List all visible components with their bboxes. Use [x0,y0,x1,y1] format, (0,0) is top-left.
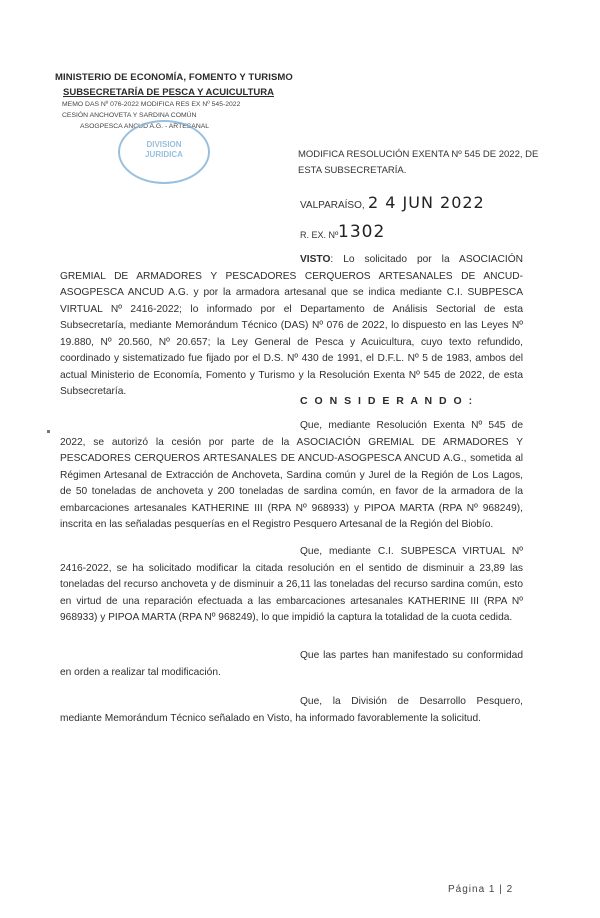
considerando-title: C O N S I D E R A N D O : [300,395,475,407]
cesion-reference-2: ASOGPESCA ANCUD A.G. - ARTESANAL [80,123,210,130]
considerando-paragraph-1: Que, mediante Resolución Exenta Nº 545 de 2022, se autorizó la cesión por parte de la ASOCIACIÓN GREMIAL DE ARMADORES Y PESCADORES CERQUEROS ARTESANALES DE ANCUD-ASOGPESCA ANCUD A.G., sometida al Régimen Artesanal de Extracción de Anchoveta, Sardina común y Jurel de la Región de Los Lagos, de 50 toneladas de anchoveta y 200 toneladas de sardina común, en favor de la armadora de la embarcaciones artesanales KATHERINE III (RPA Nº 968933) y PIPOA MARTA (RPA Nº 968249), inscrita en las señaladas pesquerías en el Registro Pesquero Artesanal de la Región del Biobío. [60,420,523,530]
rex-number: 1302 [338,222,386,242]
margin-mark [47,430,50,433]
division-juridica-stamp [118,120,210,184]
memo-reference: MEMO DAS Nº 076-2022 MODIFICA RES EX Nº 545-2022 [62,101,241,108]
visto-text: : Lo solicitado por la ASOCIACIÓN GREMIAL DE ARMADORES Y PESCADORES CERQUEROS ARTESANALES DE ANCUD-ASOGPESCA ANCUD A.G. y por la armadora artesanal que se indica mediante C.I. SUBPESCA VIRTUAL Nº 2416-2022; lo informado por el Departamento de Análisis Sectorial de esta Subsecretaría, mediante Memorándum Técnico (DAS) Nº 076 de 2022, lo dispuesto en las Leyes Nº 19.880, Nº 20.560, Nº 20.657; la Ley General de Pesca y Acuicultura, cuyo texto refundido, coordinado y sistematizado fue fijado por el D.S. Nº 430 de 1991, el D.F.L. Nº 5 de 1983, ambos del actual Ministerio de Economía, Fomento y Turismo y la Resolución Exenta Nº 545 de 2022, de esta Subsecretaría. [60,254,523,397]
considerando-paragraph-3: Que las partes han manifestado su conformidad en orden a realizar tal modificación. [60,650,523,678]
page-number: Página 1 | 2 [448,884,514,895]
rex-label: R. EX. Nº [300,230,339,240]
cesion-reference: CESIÓN ANCHOVETA Y SARDINA COMÚN [62,112,197,119]
resolution-subject: MODIFICA RESOLUCIÓN EXENTA Nº 545 DE 2022, DE ESTA SUBSECRETARÍA. [298,149,539,176]
date-stamp: 2 4 JUN 2022 [368,193,485,212]
considerando-paragraph-4: Que, la División de Desarrollo Pesquero, mediante Memorándum Técnico señalado en Visto, ha informado favorablemente la solicitud. [60,696,523,724]
visto-label: VISTO [300,254,331,265]
place-label: VALPARAÍSO, [300,200,365,211]
stamp-line-2: JURIDICA [145,150,183,159]
ministry-heading: MINISTERIO DE ECONOMÍA, FOMENTO Y TURISMO [55,72,293,83]
visto-paragraph [60,252,523,401]
considerando-paragraph-2: Que, mediante C.I. SUBPESCA VIRTUAL Nº 2416-2022, se ha solicitado modificar la citada resolución en el sentido de disminuir a 23,89 las toneladas del recurso anchoveta y de disminuir a 26,11 las toneladas del recurso sardina común, esto en virtud de una reparación efectuada a las embarcaciones artesanales KATHERINE III (RPA Nº 968933) y PIPOA MARTA (RPA Nº 968249), lo que impidió la captura la totalidad de la cuota cedida. [60,546,523,623]
subsecretaria-heading: SUBSECRETARÍA DE PESCA Y ACUICULTURA [63,87,274,98]
stamp-line-1: DIVISION [146,140,182,149]
